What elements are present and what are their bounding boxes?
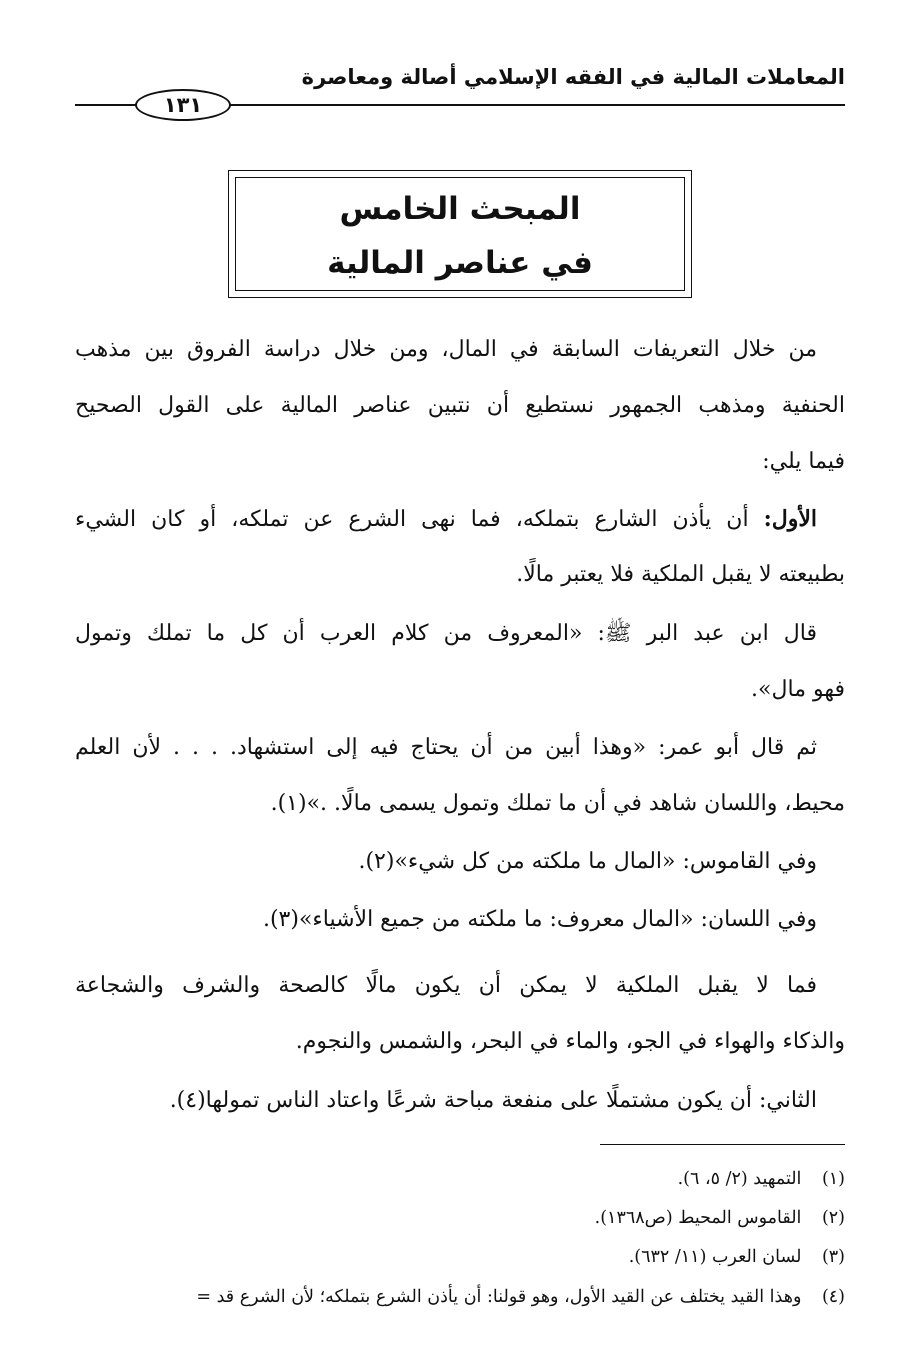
body-line: الحنفية ومذهب الجمهور نستطيع أن نتبين عناصر المالية على القول الصحيح (75, 393, 845, 418)
footnote (75, 1201, 845, 1235)
footnote (75, 1280, 845, 1314)
footnote (75, 1162, 845, 1196)
body-line: فيما يلي: (762, 449, 845, 474)
body-line: من خلال التعريفات السابقة في المال، ومن خلال دراسة الفروق بين مذهب (75, 337, 817, 362)
page-number: ١٣١ (135, 89, 231, 121)
footnote-number: (٣) (821, 1247, 845, 1267)
first-element-text: أن يأذن الشارع بتملكه، فما نهى الشرع عن تملكه، أو كان الشيء (75, 507, 749, 532)
body-line: وفي اللسان: «المال معروف: ما ملكته من جميع الأشياء»(٣). (262, 907, 817, 932)
body-line: فهو مال». (751, 677, 845, 702)
footnote-text: التمهيد (٢/ ٥، ٦). (677, 1169, 802, 1189)
section-subtitle: في عناصر المالية (327, 245, 593, 281)
section-title-frame (228, 170, 692, 298)
footnote-number: (٢) (821, 1208, 845, 1228)
body-line-first-element (75, 491, 845, 547)
footnote-text: لسان العرب (١١/ ٦٣٢). (628, 1247, 802, 1267)
body-line: الثاني: أن يكون مشتملًا على منفعة مباحة شرعًا واعتاد الناس تمولها(٤). (169, 1088, 817, 1113)
body-line: قال ابن عبد البر ﷺ: «المعروف من كلام العرب أن كل ما تملك وتمول (75, 621, 817, 646)
running-header-title: المعاملات المالية في الفقه الإسلامي أصالة ومعاصرة (301, 65, 845, 89)
body-line: بطبيعته لا يقبل الملكية فلا يعتبر مالًا. (516, 562, 845, 587)
footnote (75, 1240, 845, 1274)
first-element-label: الأول: (763, 506, 817, 532)
body-line: وفي القاموس: «المال ما ملكته من كل شيء»(٢). (358, 849, 817, 874)
footnote-number: (٤) (821, 1287, 845, 1307)
footnote-text: القاموس المحيط (ص١٣٦٨). (594, 1208, 802, 1228)
body-line: محيط، واللسان شاهد في أن ما تملك وتمول يسمى مالًا. .»(١). (270, 791, 845, 816)
footnote-text: وهذا القيد يختلف عن القيد الأول، وهو قولنا: أن يأذن الشرع بتملكه؛ لأن الشرع قد = (196, 1287, 802, 1307)
body-line: فما لا يقبل الملكية لا يمكن أن يكون مالًا كالصحة والشرف والشجاعة (75, 973, 817, 998)
body-line: ثم قال أبو عمر: «وهذا أبين من أن يحتاج فيه إلى استشهاد. . . . لأن العلم (75, 735, 817, 760)
section-title: المبحث الخامس (339, 191, 581, 227)
footnote-rule (600, 1144, 845, 1145)
body-line: والذكاء والهواء في الجو، والماء في البحر، والشمس والنجوم. (295, 1029, 845, 1054)
footnote-number: (١) (821, 1169, 845, 1189)
